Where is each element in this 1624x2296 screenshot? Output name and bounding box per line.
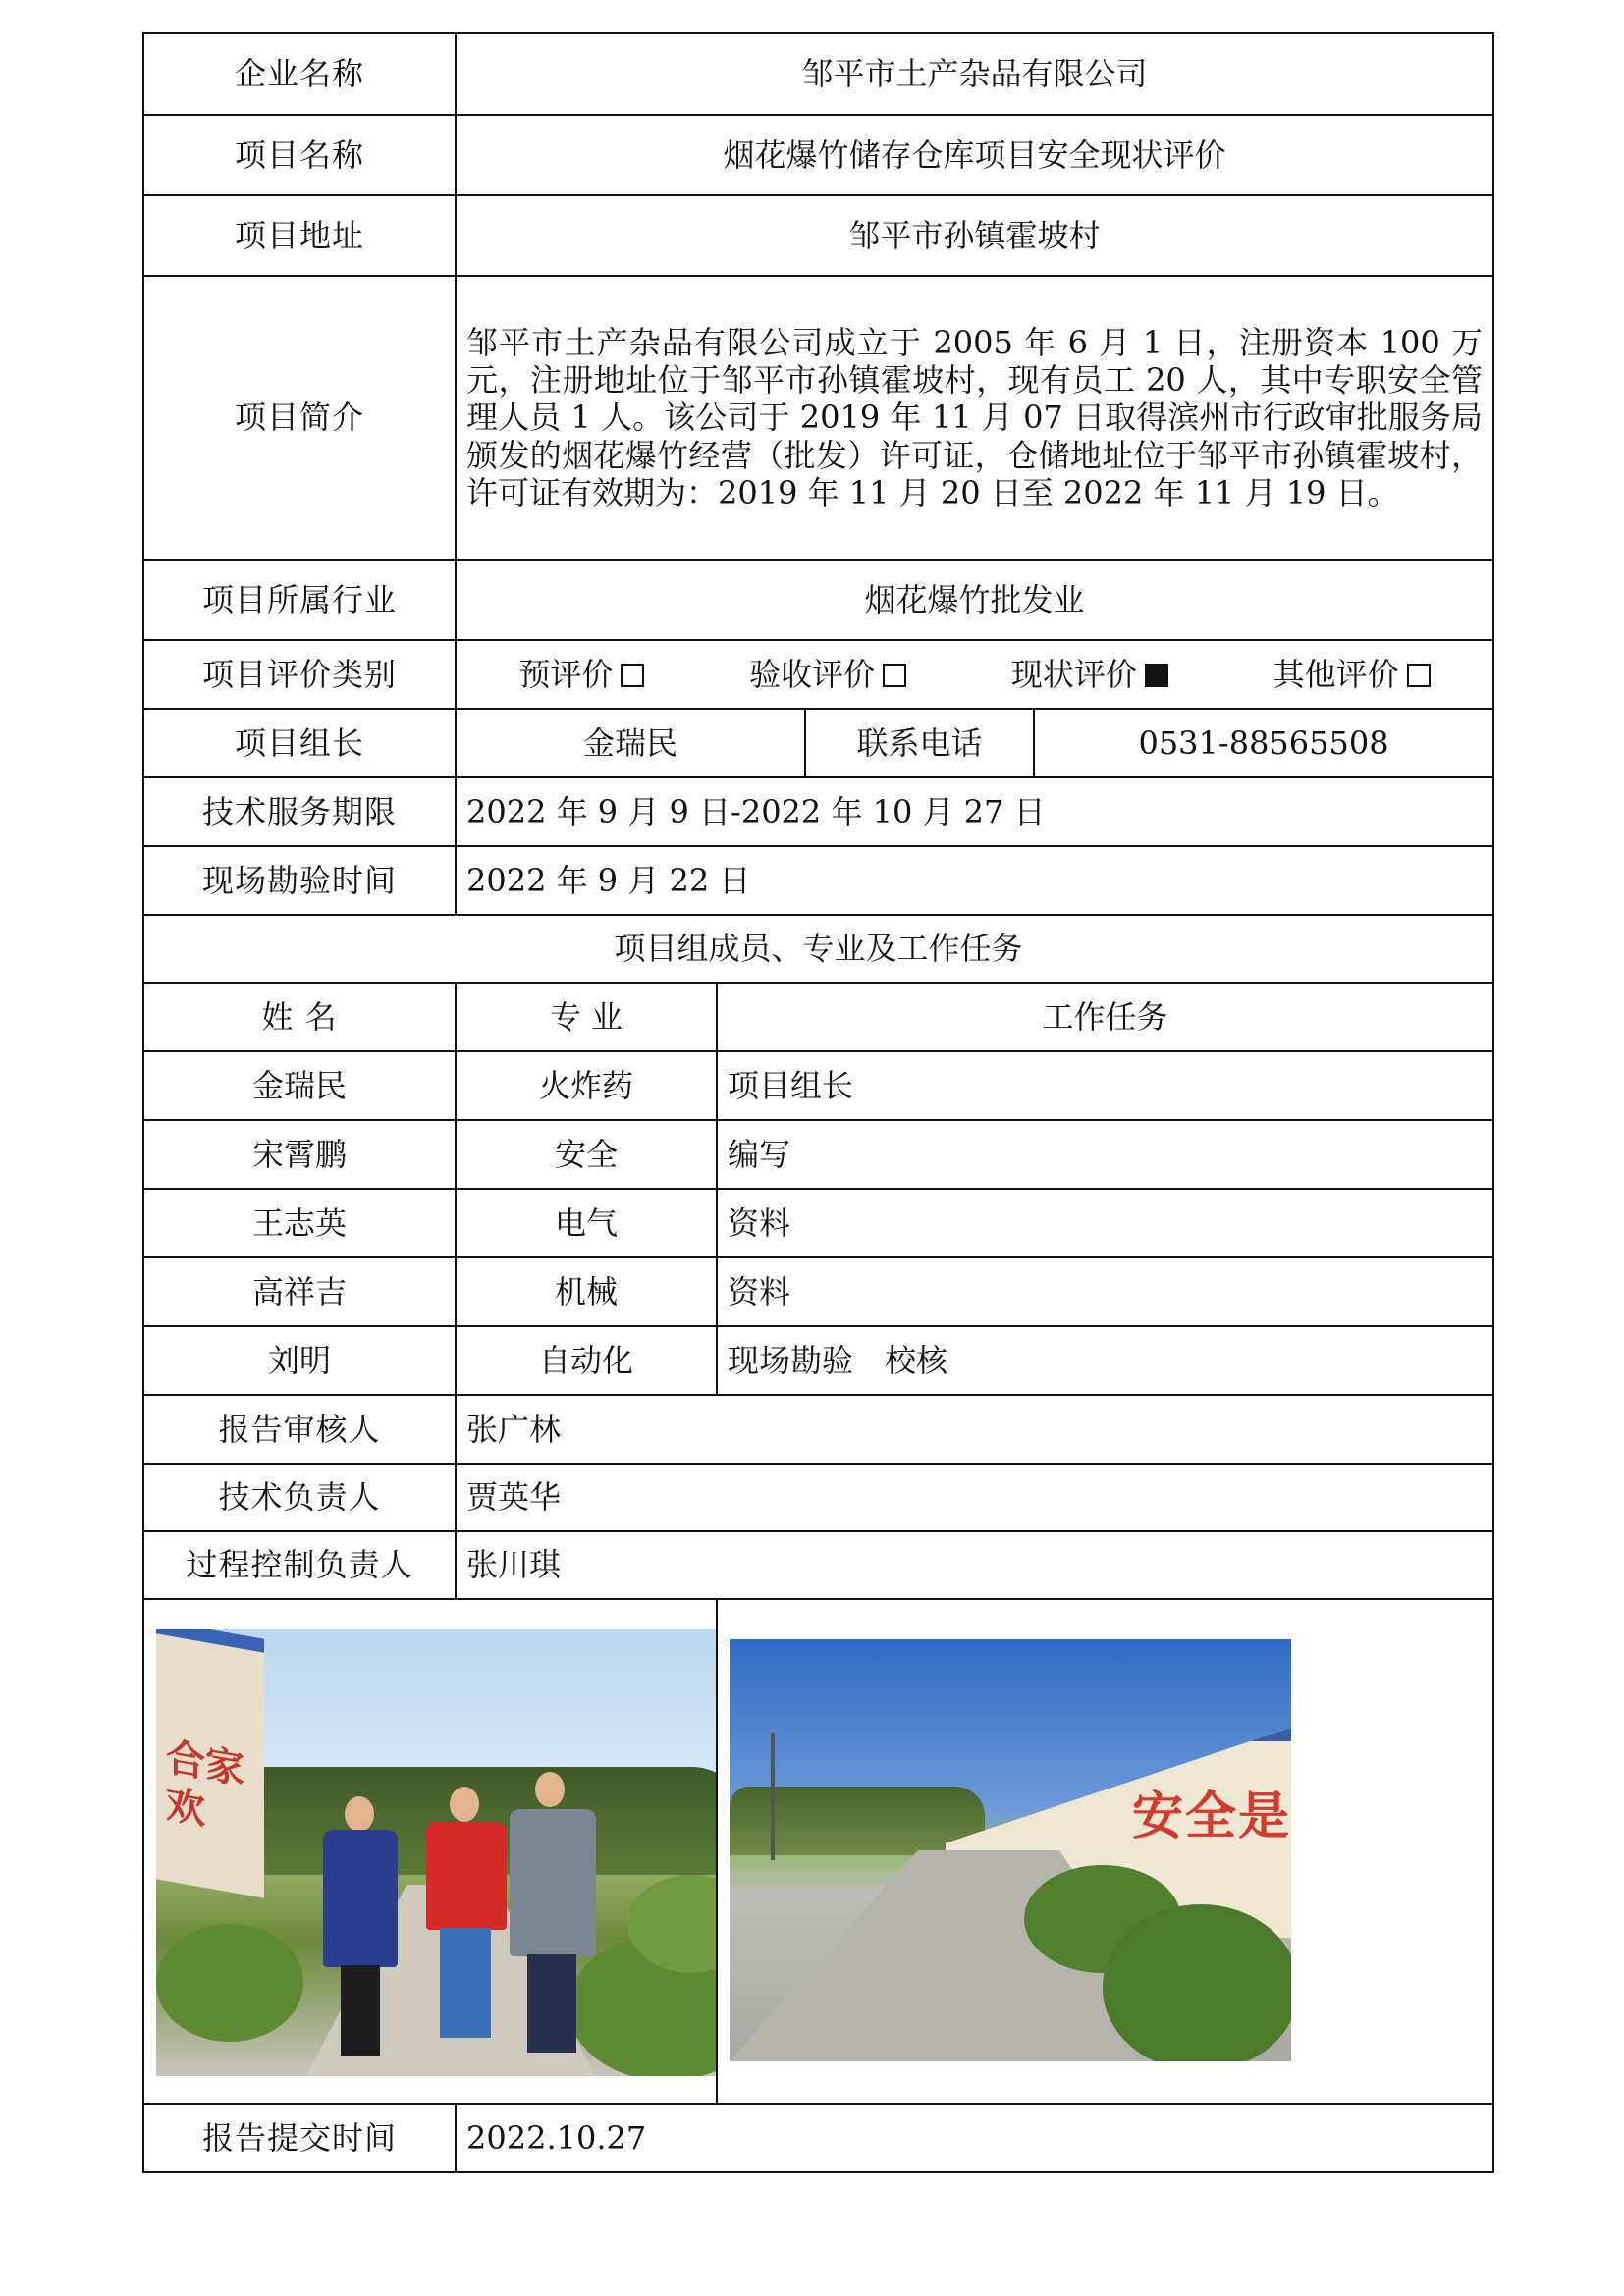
industry-value: 烟花爆竹批发业 (456, 560, 1493, 640)
tech-lead-value: 贾英华 (456, 1464, 1493, 1531)
project-address-value: 邹平市孙镇霍坡村 (456, 195, 1493, 276)
row-eval-type (143, 640, 1493, 709)
submit-value: 2022.10.27 (456, 2104, 1493, 2172)
members-header-task: 工作任务 (717, 983, 1493, 1051)
member-name: 刘明 (143, 1326, 456, 1395)
wall-slogan: 合家欢 (166, 1734, 244, 1835)
member-major: 电气 (456, 1189, 717, 1257)
eval-option-label: 预评价 (518, 655, 614, 693)
eval-option-acceptance[interactable] (749, 656, 906, 693)
eval-option-label: 其他评价 (1272, 655, 1399, 693)
row-site-visit (143, 846, 1493, 915)
members-title: 项目组成员、专业及工作任务 (143, 915, 1493, 983)
checkbox-icon[interactable] (883, 664, 906, 687)
members-header-major: 专 业 (456, 983, 717, 1051)
eval-option-other[interactable] (1273, 656, 1431, 693)
row-project-address (143, 195, 1493, 276)
row-submit (143, 2104, 1493, 2172)
project-info-table (142, 32, 1494, 2173)
project-name-value: 烟花爆竹储存仓库项目安全现状评价 (456, 115, 1493, 195)
service-period-label: 技术服务期限 (143, 777, 456, 846)
leader-label: 项目组长 (143, 709, 456, 777)
checkbox-checked-icon[interactable] (1145, 664, 1168, 687)
member-name: 金瑞民 (143, 1051, 456, 1120)
member-name: 宋霄鹏 (143, 1120, 456, 1189)
service-period-value: 2022 年 9 月 9 日-2022 年 10 月 27 日 (456, 777, 1493, 846)
reviewer-value: 张广林 (456, 1395, 1493, 1464)
site-visit-label: 现场勘验时间 (143, 846, 456, 915)
eval-option-current[interactable] (1011, 656, 1168, 693)
project-name-label: 项目名称 (143, 115, 456, 195)
member-task: 现场勘验 校核 (717, 1326, 1493, 1395)
member-name: 王志英 (143, 1189, 456, 1257)
member-task: 资料 (717, 1257, 1493, 1326)
process-lead-value: 张川琪 (456, 1531, 1493, 1599)
row-industry (143, 560, 1493, 640)
row-reviewer (143, 1395, 1493, 1464)
project-intro-text: 邹平市土产杂品有限公司成立于 2005 年 6 月 1 日，注册资本 100 万元，注册地址位于邹平市孙镇霍坡村，现有员工 20 人，其中专职安全管理人员 1 人。该公司于 2019 年 11 月 07 日取得滨州市行政审批服务局颁发的烟花爆竹经营（批发）许可证，仓储地址位于邹平市孙镇霍坡村，许可证有效期为：2019 年 11 月 20 日至 2022 年 11 月 19 日。 (456, 276, 1493, 560)
member-task: 编写 (717, 1120, 1493, 1189)
members-header-name: 姓 名 (143, 983, 456, 1051)
industry-label: 项目所属行业 (143, 560, 456, 640)
checkbox-icon[interactable] (1407, 664, 1431, 687)
leader-value: 金瑞民 (456, 709, 805, 777)
table-row (143, 1257, 1493, 1326)
checkbox-icon[interactable] (621, 664, 644, 687)
member-major: 安全 (456, 1120, 717, 1189)
member-major: 自动化 (456, 1326, 717, 1395)
table-row (143, 1051, 1493, 1120)
row-project-intro (143, 276, 1493, 560)
photo-cell-left (143, 1599, 717, 2104)
eval-option-pre[interactable] (518, 656, 644, 693)
eval-type-label: 项目评价类别 (143, 640, 456, 709)
member-major: 火炸药 (456, 1051, 717, 1120)
evaluation-form-sheet (142, 32, 1492, 2173)
project-address-label: 项目地址 (143, 195, 456, 276)
row-enterprise (143, 33, 1493, 115)
site-photo-warehouse (730, 1639, 1291, 2061)
member-name: 高祥吉 (143, 1257, 456, 1326)
row-service-period (143, 777, 1493, 846)
eval-option-label: 现状评价 (1010, 655, 1137, 693)
table-row (143, 1189, 1493, 1257)
photo-cell-right (717, 1599, 1493, 2104)
warehouse-slogan: 安全是 (1132, 1788, 1291, 1846)
phone-value: 0531-88565508 (1034, 709, 1493, 777)
tech-lead-label: 技术负责人 (143, 1464, 456, 1531)
site-photo-team (156, 1629, 717, 2076)
row-photos (143, 1599, 1493, 2104)
table-row (143, 1326, 1493, 1395)
eval-type-options (456, 640, 1493, 709)
enterprise-value: 邹平市土产杂品有限公司 (456, 33, 1493, 115)
member-task: 项目组长 (717, 1051, 1493, 1120)
row-project-name (143, 115, 1493, 195)
site-visit-value: 2022 年 9 月 22 日 (456, 846, 1493, 915)
row-process-lead (143, 1531, 1493, 1599)
row-tech-lead (143, 1464, 1493, 1531)
process-lead-label: 过程控制负责人 (143, 1531, 456, 1599)
reviewer-label: 报告审核人 (143, 1395, 456, 1464)
member-task: 资料 (717, 1189, 1493, 1257)
row-members-title (143, 915, 1493, 983)
enterprise-label: 企业名称 (143, 33, 456, 115)
table-row (143, 1120, 1493, 1189)
member-major: 机械 (456, 1257, 717, 1326)
row-leader (143, 709, 1493, 777)
project-intro-label: 项目简介 (143, 276, 456, 560)
submit-label: 报告提交时间 (143, 2104, 456, 2172)
phone-label: 联系电话 (805, 709, 1034, 777)
row-members-header (143, 983, 1493, 1051)
eval-option-label: 验收评价 (749, 655, 876, 693)
